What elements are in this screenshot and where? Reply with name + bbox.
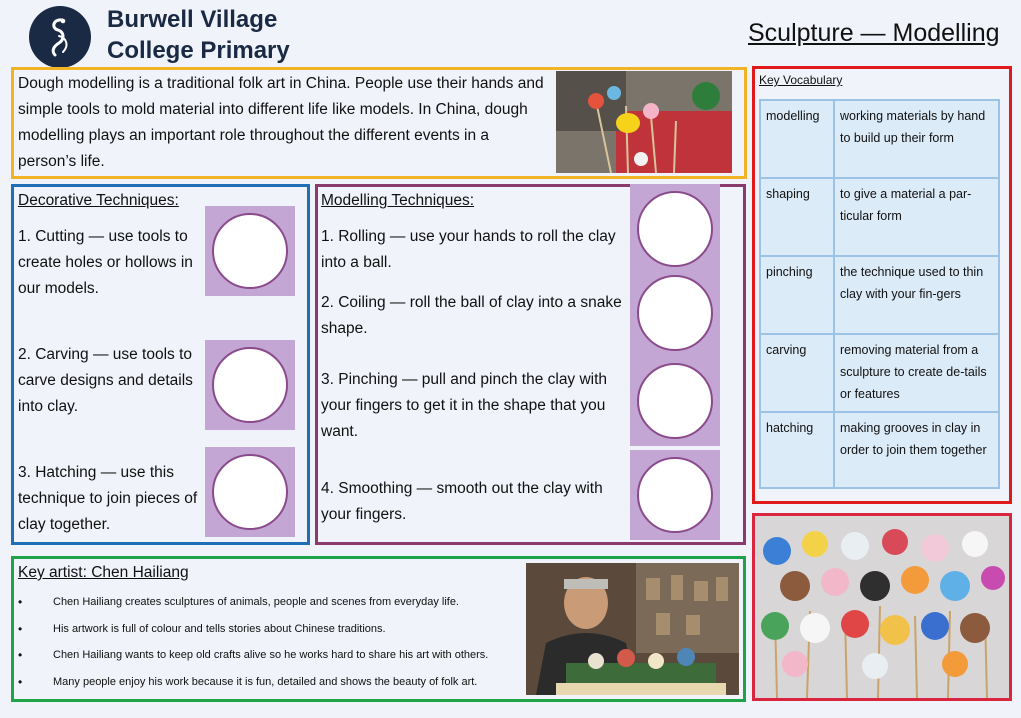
vocabulary-definition: removing material from a sculpture to create de-tails or features bbox=[834, 334, 999, 412]
vocabulary-row bbox=[760, 334, 999, 412]
artist-at-work-image bbox=[526, 563, 739, 695]
hands-hatching-icon bbox=[205, 447, 295, 537]
hands-pinching-icon bbox=[630, 356, 720, 446]
list-item: • Chen Hailiang wants to keep old crafts alive so he works hard to share his art with others. bbox=[18, 642, 523, 669]
vocabulary-row bbox=[760, 178, 999, 256]
hands-rolling-icon bbox=[630, 184, 720, 274]
page-title: Sculpture — Modelling bbox=[748, 19, 1000, 47]
vocabulary-definition: working materials by hand to build up their form bbox=[834, 100, 999, 178]
dough-figures-photo bbox=[556, 71, 732, 173]
modelling-heading: Modelling Techniques: bbox=[321, 192, 475, 209]
vocabulary-definition: the technique used to thin clay with your fin-gers bbox=[834, 256, 999, 334]
vocabulary-table bbox=[759, 99, 1000, 489]
vocabulary-term: shaping bbox=[760, 178, 834, 256]
hands-cutting-icon bbox=[205, 206, 295, 296]
dough-figurines-photo bbox=[755, 516, 1009, 698]
decorative-heading: Decorative Techniques: bbox=[18, 192, 179, 209]
decorative-item-carving: 2. Carving — use tools to carve designs and details into clay. bbox=[18, 346, 193, 415]
vocabulary-term: hatching bbox=[760, 412, 834, 488]
vocabulary-definition: making grooves in clay in order to join them together bbox=[834, 412, 999, 488]
hands-coiling-icon bbox=[630, 268, 720, 358]
vocabulary-term: modelling bbox=[760, 100, 834, 178]
school-name-line1: Burwell Village bbox=[107, 6, 278, 33]
vocabulary-row bbox=[760, 412, 999, 488]
vocabulary-row bbox=[760, 100, 999, 178]
swan-logo-icon bbox=[29, 6, 91, 68]
school-name-line2: College Primary bbox=[107, 37, 290, 64]
school-name bbox=[107, 4, 367, 66]
artist-heading: Key artist: Chen Hailiang bbox=[18, 564, 189, 581]
school-logo bbox=[29, 6, 91, 68]
dough-figures-image bbox=[556, 71, 732, 173]
hands-smoothing-icon bbox=[630, 450, 720, 540]
list-item: • His artwork is full of colour and tells stories about Chinese traditions. bbox=[18, 616, 523, 643]
figurines-photo-box bbox=[752, 513, 1012, 701]
decorative-item-cutting: 1. Cutting — use tools to create holes or hollows in our models. bbox=[18, 228, 193, 297]
modelling-item-coiling: 2. Coiling — roll the ball of clay into a snake shape. bbox=[321, 294, 622, 337]
vocabulary-title: Key Vocabulary bbox=[759, 73, 843, 87]
artist-photo bbox=[526, 563, 739, 695]
list-item: • Many people enjoy his work because it is fun, detailed and shows the beauty of folk art. bbox=[18, 669, 523, 696]
vocabulary-definition: to give a material a par-ticular form bbox=[834, 178, 999, 256]
vocabulary-term: carving bbox=[760, 334, 834, 412]
artist-bullet-list bbox=[18, 589, 523, 696]
vocabulary-term: pinching bbox=[760, 256, 834, 334]
list-item: • Chen Hailiang creates sculptures of animals, people and scenes from everyday life. bbox=[18, 589, 523, 616]
modelling-item-pinching: 3. Pinching — pull and pinch the clay with your fingers to get it in the shape that you want. bbox=[321, 371, 608, 440]
modelling-item-rolling: 1. Rolling — use your hands to roll the clay into a ball. bbox=[321, 228, 616, 271]
vocabulary-row bbox=[760, 256, 999, 334]
decorative-item-hatching: 3. Hatching — use this technique to join pieces of clay together. bbox=[18, 464, 198, 533]
hands-carving-icon bbox=[205, 340, 295, 430]
modelling-item-smoothing: 4. Smoothing — smooth out the clay with your fingers. bbox=[321, 480, 603, 523]
intro-text: Dough modelling is a traditional folk art in China. People use their hands and simple tools to mold material into different life like models. In China, dough modelling plays an important role throughout the different events in a person’s life. bbox=[18, 75, 544, 170]
